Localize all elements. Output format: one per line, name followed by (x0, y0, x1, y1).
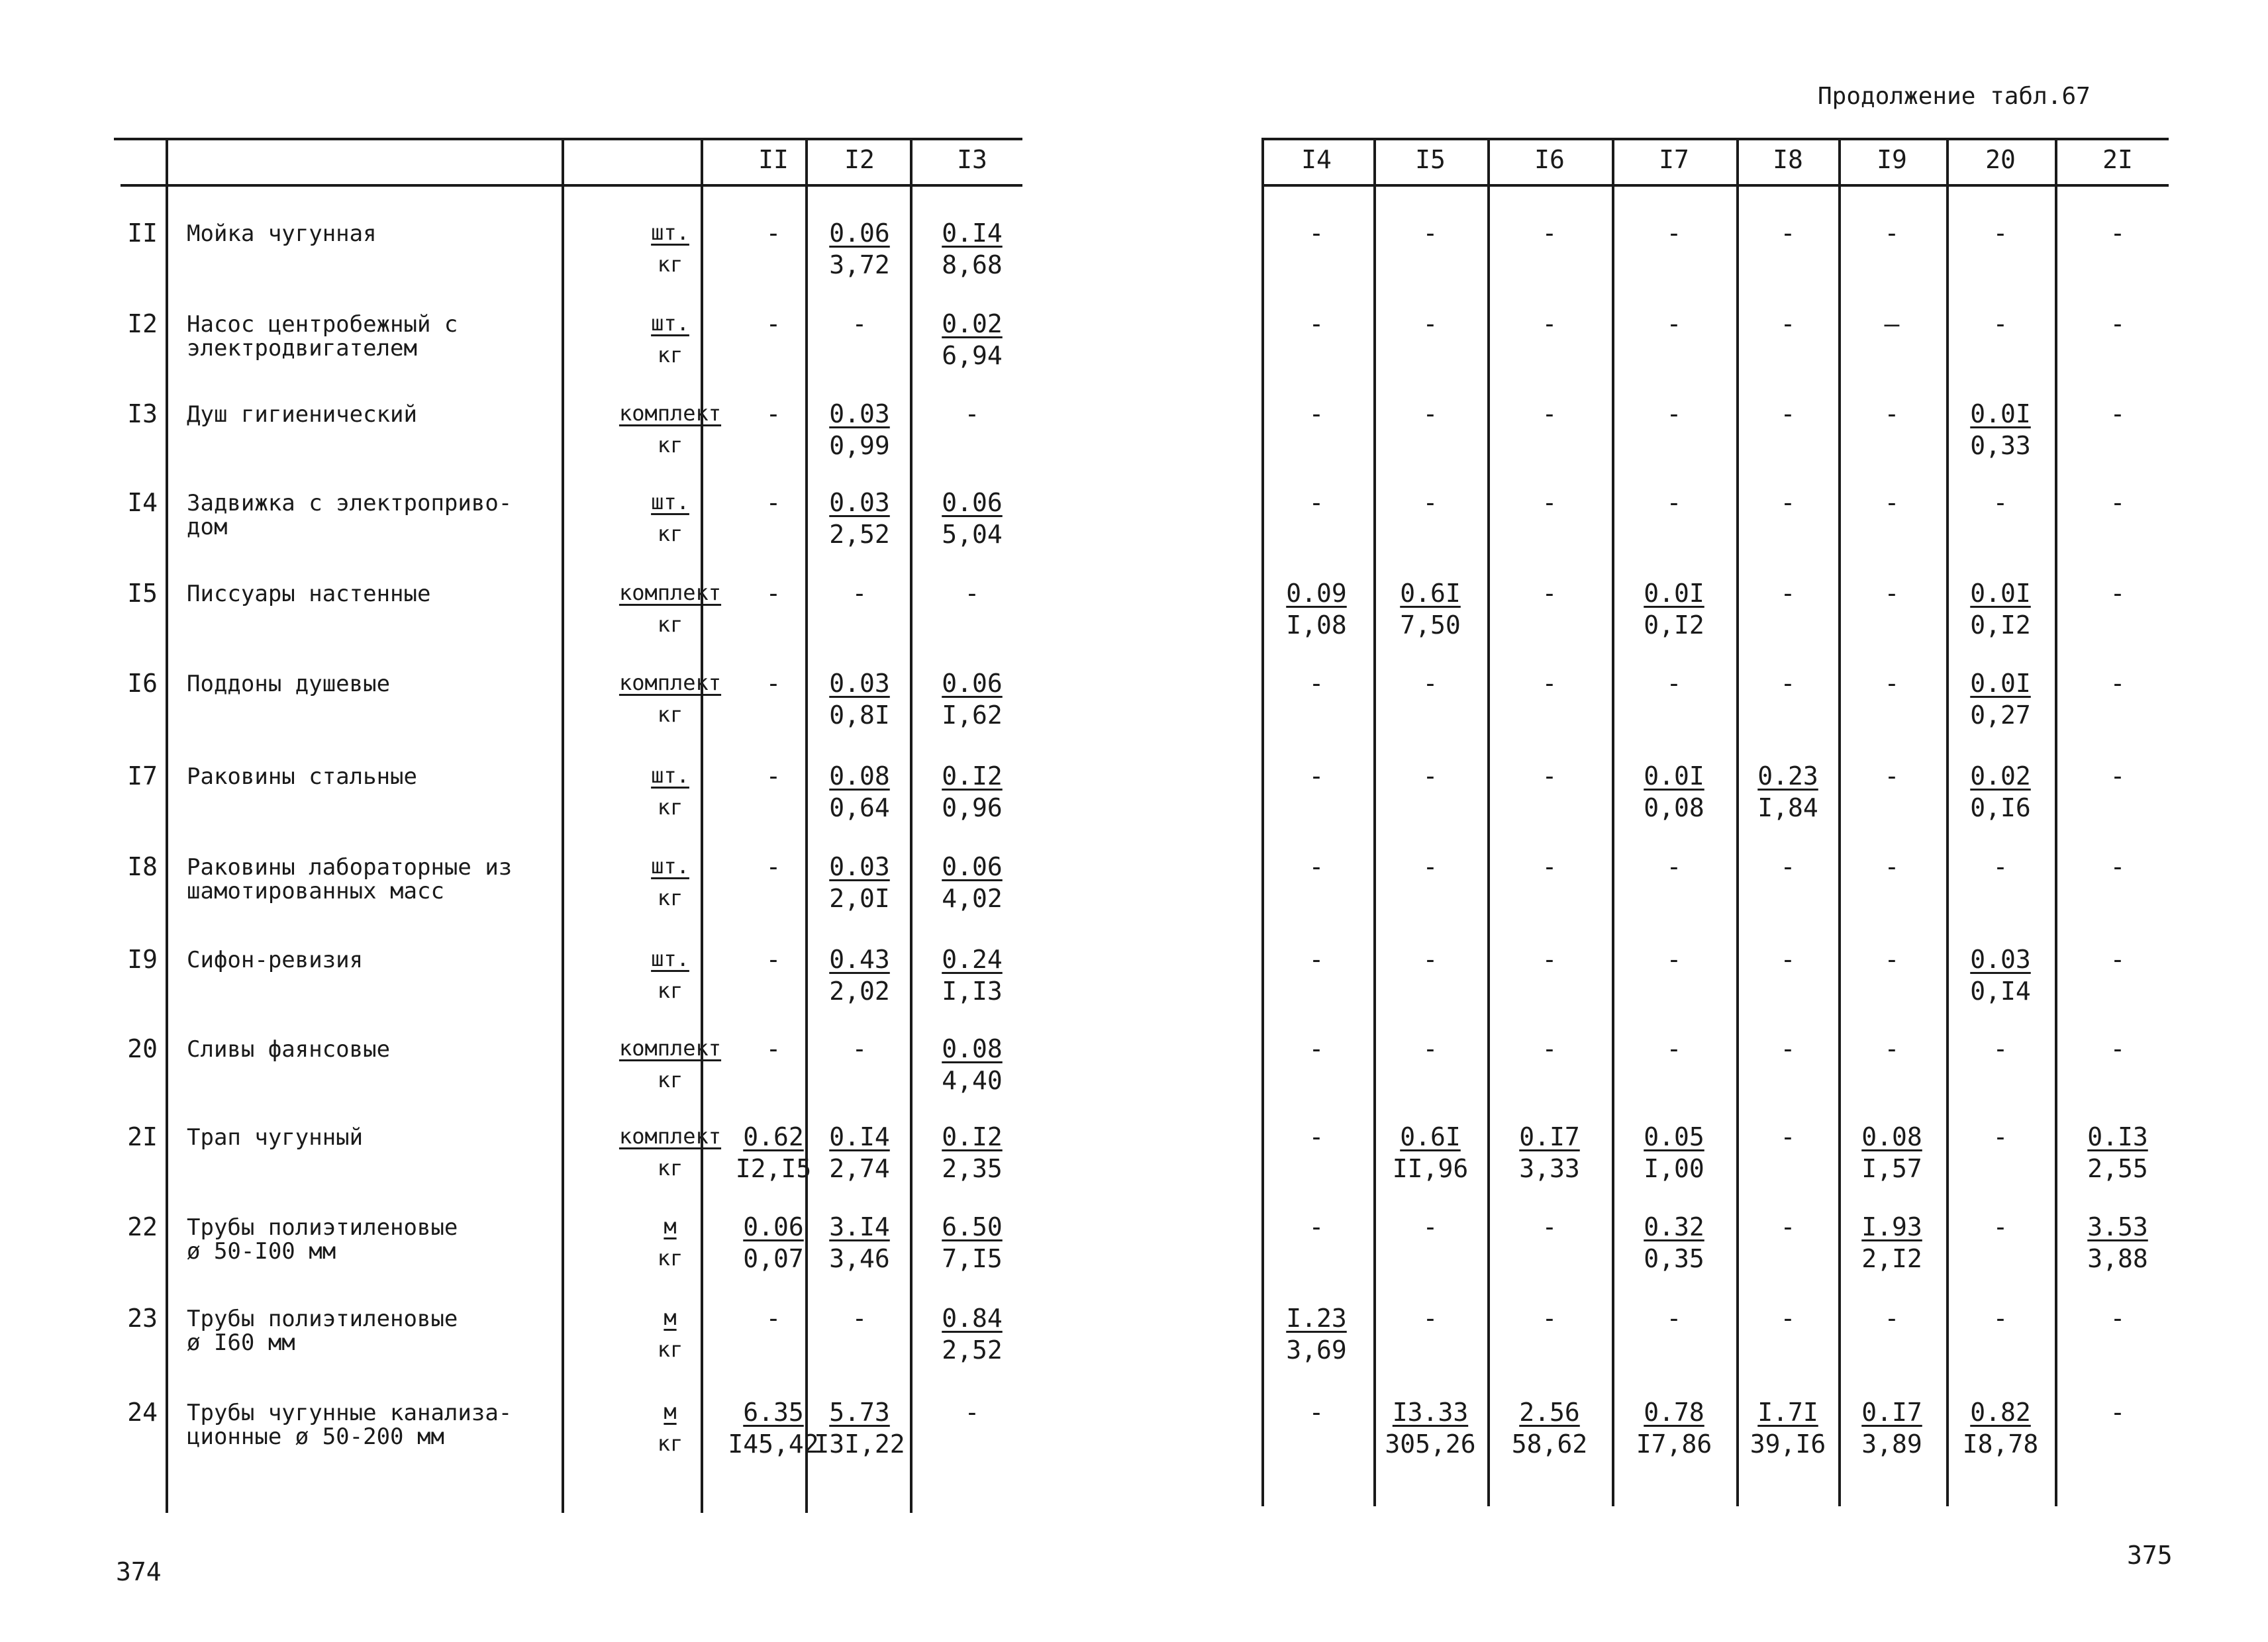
empty-dash: - (1993, 218, 2008, 248)
empty-dash: - (1993, 1034, 2008, 1063)
empty-dash: - (1780, 1034, 1796, 1063)
quantity-value: 0.I2 (942, 761, 1003, 791)
empty-dash: - (2110, 1398, 2126, 1427)
empty-dash: - (765, 669, 781, 698)
empty-dash: - (1780, 945, 1796, 974)
empty-dash: - (2110, 1034, 2126, 1063)
empty-dash: - (1780, 399, 1796, 428)
empty-dash: - (1542, 399, 1557, 428)
item-name: ционные ø 50-200 мм (187, 1424, 444, 1450)
quantity-value: 0.82 (1970, 1398, 2031, 1427)
quantity-value: 0.02 (942, 309, 1003, 338)
column-header: I5 (1415, 145, 1446, 174)
quantity-value: 0.0I (1970, 669, 2031, 698)
mass-value: I,00 (1644, 1154, 1704, 1183)
quantity-value: 0.03 (829, 669, 890, 698)
empty-dash: - (2110, 579, 2126, 608)
empty-dash: - (1666, 488, 1682, 517)
unit-primary: м (664, 1399, 677, 1424)
unit-primary: комплект (618, 401, 722, 426)
quantity-value: 0.03 (829, 488, 890, 517)
empty-dash: - (2110, 669, 2126, 698)
column-divider (1612, 140, 1614, 1506)
empty-dash: - (1308, 488, 1324, 517)
item-name: Поддоны душевые (187, 671, 391, 697)
empty-dash: - (1666, 218, 1682, 248)
unit-mass: кг (657, 795, 683, 820)
unit-mass: кг (657, 1155, 683, 1181)
column-header: II (758, 145, 789, 174)
empty-dash: - (1666, 309, 1682, 338)
quantity-value: I.23 (1286, 1304, 1347, 1333)
unit-primary: шт. (651, 220, 689, 245)
column-divider (562, 140, 564, 1513)
empty-dash: - (1542, 669, 1557, 698)
mass-value: I7,86 (1636, 1429, 1712, 1459)
empty-dash: - (852, 1034, 867, 1063)
unit-primary: м (664, 1305, 677, 1330)
mass-value: 0,07 (743, 1244, 804, 1273)
quantity-value: 0.6I (1400, 579, 1461, 608)
empty-dash: - (1993, 1122, 2008, 1151)
row-number: I6 (127, 669, 158, 698)
header-top-rule (114, 138, 1022, 140)
column-header: I9 (1877, 145, 1907, 174)
unit-primary: шт. (651, 311, 689, 336)
item-name: Задвижка с электроприво- (187, 490, 513, 516)
quantity-value: 0.05 (1644, 1122, 1704, 1151)
column-header: 2I (2102, 145, 2133, 174)
quantity-value: 6.50 (942, 1212, 1003, 1241)
item-name: Насос центробежный с (187, 311, 458, 338)
empty-dash: - (1542, 761, 1557, 791)
empty-dash: - (765, 399, 781, 428)
quantity-value: 0.08 (1861, 1122, 1922, 1151)
empty-dash: - (1666, 399, 1682, 428)
unit-mass: кг (657, 1431, 683, 1456)
empty-dash: - (1884, 218, 1900, 248)
mass-value: 0,96 (942, 793, 1003, 822)
row-number: 2I (127, 1122, 158, 1151)
empty-dash: - (1884, 852, 1900, 881)
mass-value: 3,46 (829, 1244, 890, 1273)
mass-value: 8,68 (942, 250, 1003, 279)
empty-dash: - (1308, 399, 1324, 428)
quantity-value: 0.I7 (1519, 1122, 1580, 1151)
empty-dash: - (1780, 218, 1796, 248)
empty-dash: - (765, 579, 781, 608)
mass-value: 0,08 (1644, 793, 1704, 822)
empty-dash: - (2110, 399, 2126, 428)
quantity-value: 0.08 (829, 761, 890, 791)
mass-value: 0,I4 (1970, 977, 2031, 1006)
quantity-value: 0.0I (1644, 579, 1704, 608)
quantity-value: 5.73 (829, 1398, 890, 1427)
mass-value: 2,52 (829, 520, 890, 549)
mass-value: 39,I6 (1750, 1429, 1826, 1459)
empty-dash: - (2110, 761, 2126, 791)
column-header: I2 (844, 145, 875, 174)
empty-dash: - (1666, 852, 1682, 881)
row-number: 23 (127, 1304, 158, 1333)
mass-value: 3,33 (1519, 1154, 1580, 1183)
empty-dash: - (1780, 852, 1796, 881)
quantity-value: 0.02 (1970, 761, 2031, 791)
quantity-value: I.93 (1861, 1212, 1922, 1241)
mass-value: 5,04 (942, 520, 1003, 549)
empty-dash: - (1780, 488, 1796, 517)
empty-dash: - (1780, 669, 1796, 698)
quantity-value: 0.I3 (2087, 1122, 2148, 1151)
item-name: электродвигателем (187, 335, 417, 362)
quantity-value: 0.09 (1286, 579, 1347, 608)
mass-value: 4,02 (942, 884, 1003, 913)
column-divider (805, 140, 808, 1513)
quantity-value: 0.06 (829, 218, 890, 248)
empty-dash: - (852, 309, 867, 338)
mass-value: 3,69 (1286, 1335, 1347, 1365)
column-divider (1736, 140, 1739, 1506)
mass-value: 2,52 (942, 1335, 1003, 1365)
unit-primary: шт. (651, 763, 689, 788)
mass-value: 0,35 (1644, 1244, 1704, 1273)
empty-dash: - (964, 1398, 980, 1427)
quantity-value: 0.6I (1400, 1122, 1461, 1151)
quantity-value: 0.0I (1970, 399, 2031, 428)
quantity-value: 0.08 (942, 1034, 1003, 1063)
mass-value: 0,27 (1970, 700, 2031, 730)
mass-value: 58,62 (1511, 1429, 1588, 1459)
empty-dash: - (1884, 1034, 1900, 1063)
mass-value: 2,55 (2087, 1154, 2148, 1183)
row-number: 20 (127, 1034, 158, 1063)
item-name: Трубы полиэтиленовые (187, 1214, 458, 1241)
mass-value: 305,26 (1385, 1429, 1476, 1459)
empty-dash: - (1666, 1034, 1682, 1063)
mass-value: 2,I2 (1861, 1244, 1922, 1273)
quantity-value: 0.03 (829, 399, 890, 428)
quantity-value: I3.33 (1392, 1398, 1469, 1427)
empty-dash: - (1780, 1122, 1796, 1151)
empty-dash: - (1308, 669, 1324, 698)
mass-value: 2,74 (829, 1154, 890, 1183)
quantity-value: 0.06 (942, 852, 1003, 881)
quantity-value: 3.I4 (829, 1212, 890, 1241)
empty-dash: - (1884, 488, 1900, 517)
unit-mass: кг (657, 612, 683, 637)
row-number: II (127, 218, 158, 248)
page-number-right: 375 (2127, 1541, 2173, 1570)
empty-dash: - (1422, 1212, 1438, 1241)
column-divider (1261, 140, 1264, 1506)
mass-value: I2,I5 (735, 1154, 812, 1183)
mass-value: I,57 (1861, 1154, 1922, 1183)
mass-value: 0,64 (829, 793, 890, 822)
unit-primary: шт. (651, 946, 689, 971)
empty-dash: - (1542, 1212, 1557, 1241)
empty-dash: - (1666, 945, 1682, 974)
empty-dash: - (1993, 1304, 2008, 1333)
quantity-value: 0.23 (1757, 761, 1818, 791)
item-name: Трубы чугунные канализа- (187, 1400, 513, 1426)
column-divider (1838, 140, 1841, 1506)
quantity-value: 0.03 (829, 852, 890, 881)
empty-dash: - (2110, 945, 2126, 974)
mass-value: 2,0I (829, 884, 890, 913)
mass-value: I,I3 (942, 977, 1003, 1006)
unit-mass: кг (657, 252, 683, 277)
header-top-rule (1261, 138, 2169, 140)
header-bottom-rule (1261, 184, 2169, 187)
empty-dash: - (1308, 1212, 1324, 1241)
quantity-value: 0.24 (942, 945, 1003, 974)
empty-dash: - (765, 1034, 781, 1063)
row-number: 24 (127, 1398, 158, 1427)
empty-dash: - (1780, 309, 1796, 338)
item-name: шамотированных масс (187, 878, 444, 904)
mass-value: I,08 (1286, 610, 1347, 640)
column-header: I3 (957, 145, 987, 174)
mass-value: 6,94 (942, 341, 1003, 370)
empty-dash: - (765, 945, 781, 974)
empty-dash: - (1666, 669, 1682, 698)
row-number: I8 (127, 852, 158, 881)
quantity-value: 0.I4 (942, 218, 1003, 248)
empty-dash: - (1542, 945, 1557, 974)
quantity-value: 0.84 (942, 1304, 1003, 1333)
empty-dash: - (1666, 1304, 1682, 1333)
mass-value: 0,99 (829, 431, 890, 460)
empty-dash: - (765, 1304, 781, 1333)
row-number: I3 (127, 399, 158, 428)
mass-value: I,84 (1757, 793, 1818, 822)
empty-dash: - (1308, 1398, 1324, 1427)
unit-primary: комплект (618, 670, 722, 695)
quantity-value: 0.I4 (829, 1122, 890, 1151)
item-name: Писсуары настенные (187, 581, 431, 607)
unit-mass: кг (657, 521, 683, 546)
empty-dash: - (1884, 1304, 1900, 1333)
column-header: I6 (1534, 145, 1565, 174)
empty-dash: - (765, 309, 781, 338)
quantity-value: 0.32 (1644, 1212, 1704, 1241)
empty-dash: - (1308, 945, 1324, 974)
unit-mass: кг (657, 432, 683, 458)
quantity-value: 0.03 (1970, 945, 2031, 974)
empty-dash: - (2110, 488, 2126, 517)
column-header: I7 (1659, 145, 1689, 174)
column-divider (2055, 140, 2057, 1506)
quantity-value: 0.62 (743, 1122, 804, 1151)
mass-value: II,96 (1392, 1154, 1469, 1183)
unit-primary: м (664, 1214, 677, 1239)
item-name: Мойка чугунная (187, 220, 377, 247)
quantity-value: 0.06 (743, 1212, 804, 1241)
empty-dash: - (1422, 852, 1438, 881)
mass-value: 0,33 (1970, 431, 2031, 460)
mass-value: 7,50 (1400, 610, 1461, 640)
unit-primary: шт. (651, 853, 689, 879)
empty-dash: - (1780, 579, 1796, 608)
mass-value: I45,42 (728, 1429, 819, 1459)
empty-dash: - (1542, 579, 1557, 608)
item-name: дом (187, 514, 228, 540)
mass-value: 4,40 (942, 1066, 1003, 1095)
row-number: I4 (127, 488, 158, 517)
empty-dash: - (1542, 1304, 1557, 1333)
mass-value: 0,I2 (1644, 610, 1704, 640)
empty-dash: - (1780, 1304, 1796, 1333)
empty-dash: - (2110, 218, 2126, 248)
empty-dash: - (2110, 309, 2126, 338)
empty-dash: - (1542, 852, 1557, 881)
item-name: Сифон-ревизия (187, 947, 364, 973)
mass-value: 0,8I (829, 700, 890, 730)
column-divider (1487, 140, 1490, 1506)
empty-dash: — (1884, 309, 1900, 338)
mass-value: 7,I5 (942, 1244, 1003, 1273)
empty-dash: - (1308, 1034, 1324, 1063)
mass-value: 2,02 (829, 977, 890, 1006)
column-header: I4 (1301, 145, 1332, 174)
quantity-value: 0.06 (942, 488, 1003, 517)
empty-dash: - (1308, 1122, 1324, 1151)
unit-mass: кг (657, 885, 683, 910)
quantity-value: 3.53 (2087, 1212, 2148, 1241)
column-divider (1946, 140, 1949, 1506)
empty-dash: - (1422, 488, 1438, 517)
mass-value: I3I,22 (814, 1429, 905, 1459)
column-divider (910, 140, 912, 1513)
empty-dash: - (1422, 218, 1438, 248)
column-divider (1373, 140, 1376, 1506)
empty-dash: - (1993, 1212, 2008, 1241)
row-number: I5 (127, 579, 158, 608)
empty-dash: - (1884, 579, 1900, 608)
empty-dash: - (765, 218, 781, 248)
row-number: I2 (127, 309, 158, 338)
empty-dash: - (1422, 1304, 1438, 1333)
empty-dash: - (1780, 1212, 1796, 1241)
row-number: 22 (127, 1212, 158, 1241)
unit-mass: кг (657, 1337, 683, 1362)
empty-dash: - (1422, 1034, 1438, 1063)
empty-dash: - (1542, 1034, 1557, 1063)
empty-dash: - (765, 761, 781, 791)
empty-dash: - (2110, 852, 2126, 881)
row-number: I9 (127, 945, 158, 974)
empty-dash: - (1422, 669, 1438, 698)
page-number-left: 374 (116, 1557, 162, 1586)
empty-dash: - (1308, 218, 1324, 248)
empty-dash: - (852, 579, 867, 608)
empty-dash: - (1308, 852, 1324, 881)
unit-mass: кг (657, 702, 683, 727)
quantity-value: 6.35 (743, 1398, 804, 1427)
empty-dash: - (1993, 488, 2008, 517)
mass-value: 3,88 (2087, 1244, 2148, 1273)
item-name: ø I60 мм (187, 1329, 295, 1356)
empty-dash: - (964, 579, 980, 608)
empty-dash: - (1422, 945, 1438, 974)
empty-dash: - (964, 399, 980, 428)
empty-dash: - (1542, 488, 1557, 517)
empty-dash: - (2110, 1304, 2126, 1333)
quantity-value: 0.I2 (942, 1122, 1003, 1151)
unit-primary: комплект (618, 580, 722, 605)
empty-dash: - (1308, 761, 1324, 791)
empty-dash: - (1884, 945, 1900, 974)
mass-value: 2,35 (942, 1154, 1003, 1183)
item-name: ø 50-I00 мм (187, 1238, 336, 1265)
item-name: Раковины стальные (187, 763, 417, 790)
empty-dash: - (765, 488, 781, 517)
item-name: Душ гигиенический (187, 401, 417, 428)
quantity-value: 0.I7 (1861, 1398, 1922, 1427)
empty-dash: - (1422, 761, 1438, 791)
item-name: Сливы фаянсовые (187, 1036, 391, 1063)
unit-mass: кг (657, 1067, 683, 1092)
unit-mass: кг (657, 978, 683, 1003)
quantity-value: 2.56 (1519, 1398, 1580, 1427)
table-continuation-title: Продолжение табл.67 (1818, 83, 2091, 110)
quantity-value: 0.0I (1644, 761, 1704, 791)
item-name: Трап чугунный (187, 1124, 364, 1151)
item-name: Раковины лабораторные из (187, 854, 513, 881)
quantity-value: 0.78 (1644, 1398, 1704, 1427)
mass-value: 3,72 (829, 250, 890, 279)
column-header: 20 (1985, 145, 2016, 174)
empty-dash: - (1542, 309, 1557, 338)
row-number: I7 (127, 761, 158, 791)
mass-value: I,62 (942, 700, 1003, 730)
unit-primary: комплект (618, 1036, 722, 1061)
header-bottom-rule (121, 184, 1022, 187)
mass-value: 0,I2 (1970, 610, 2031, 640)
column-divider (701, 140, 703, 1513)
empty-dash: - (1884, 761, 1900, 791)
empty-dash: - (1993, 852, 2008, 881)
empty-dash: - (1308, 309, 1324, 338)
quantity-value: 0.06 (942, 669, 1003, 698)
empty-dash: - (1422, 309, 1438, 338)
quantity-value: I.7I (1757, 1398, 1818, 1427)
column-header: I8 (1773, 145, 1803, 174)
empty-dash: - (765, 852, 781, 881)
mass-value: I8,78 (1962, 1429, 2039, 1459)
unit-mass: кг (657, 342, 683, 367)
empty-dash: - (1993, 309, 2008, 338)
quantity-value: 0.43 (829, 945, 890, 974)
unit-primary: комплект (618, 1124, 722, 1149)
mass-value: 0,I6 (1970, 793, 2031, 822)
empty-dash: - (1884, 399, 1900, 428)
empty-dash: - (1542, 218, 1557, 248)
unit-primary: шт. (651, 489, 689, 514)
empty-dash: - (1422, 399, 1438, 428)
column-divider (166, 140, 168, 1513)
quantity-value: 0.0I (1970, 579, 2031, 608)
item-name: Трубы полиэтиленовые (187, 1306, 458, 1332)
empty-dash: - (1884, 669, 1900, 698)
mass-value: 3,89 (1861, 1429, 1922, 1459)
empty-dash: - (852, 1304, 867, 1333)
unit-mass: кг (657, 1245, 683, 1271)
